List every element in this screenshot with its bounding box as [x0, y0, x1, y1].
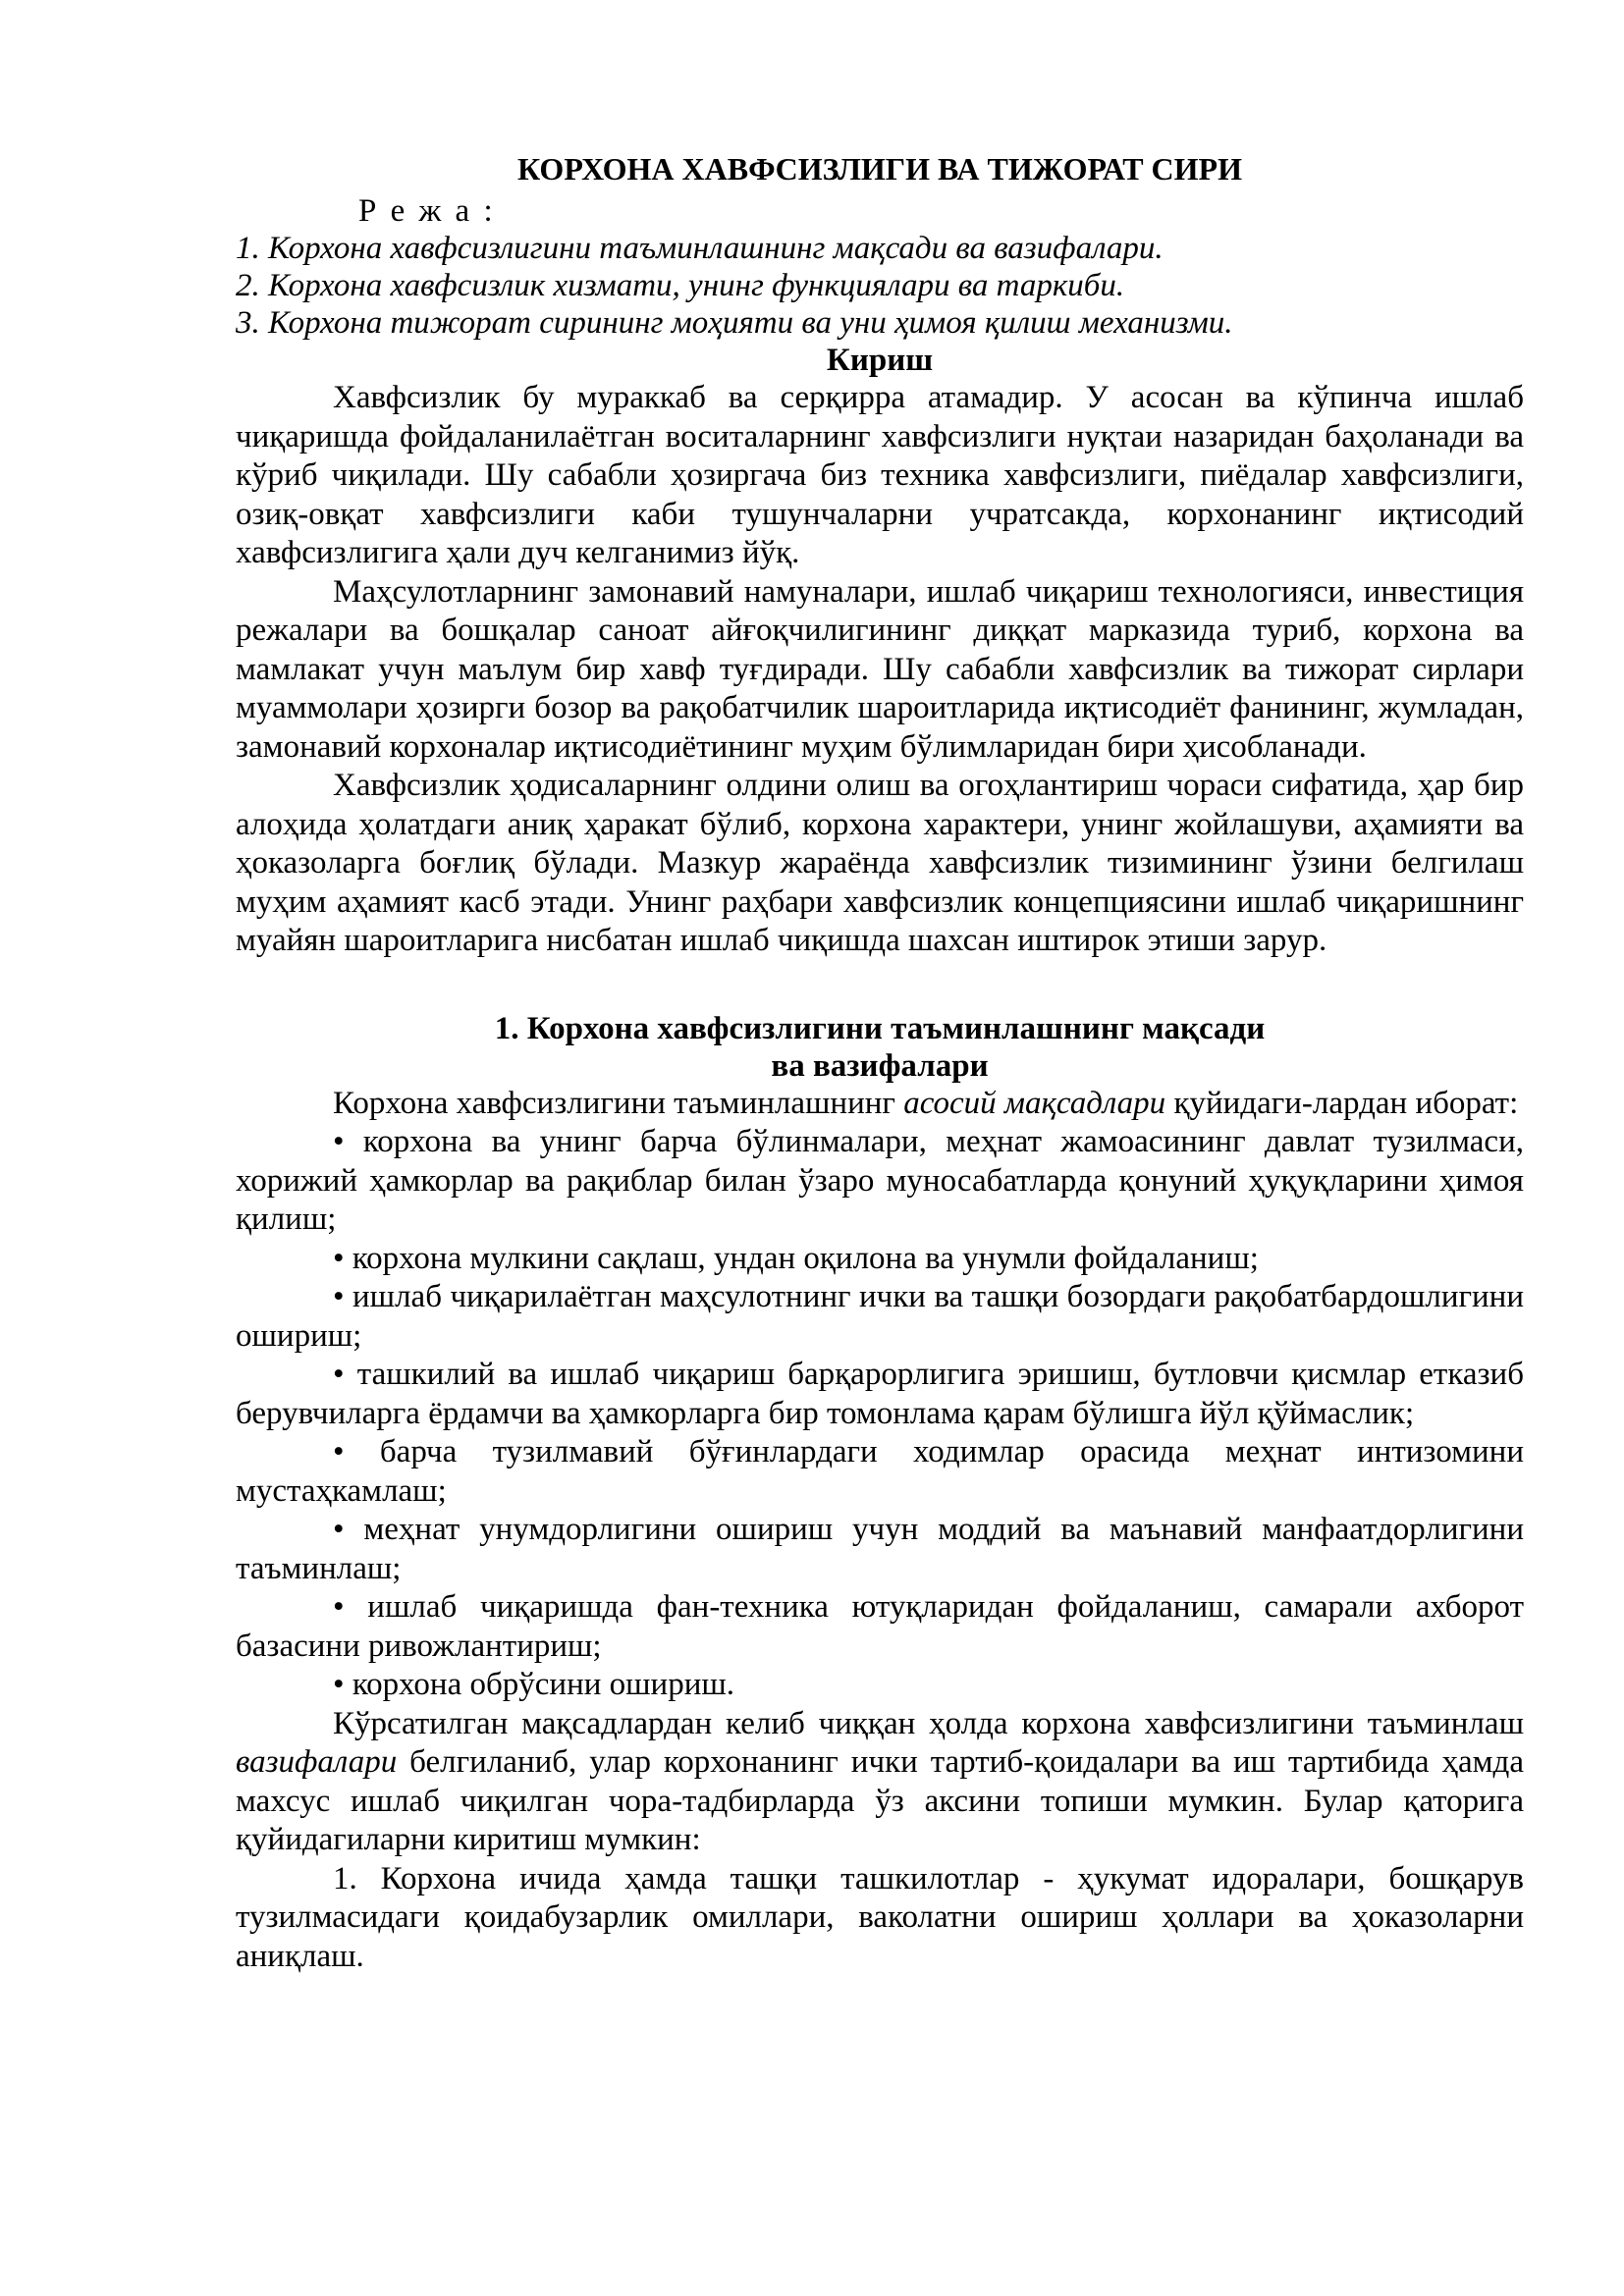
- bullet-icon: •: [333, 1589, 345, 1625]
- bullet-text: корхона ва унинг барча бўлинмалари, меҳнат жамоасининг давлат тузилмаси, хорижий ҳамкорлар ва рақиблар билан ўзаро муносабатларда қонуний ҳуқуқларини ҳимоя қилиш;: [236, 1124, 1524, 1237]
- plan-label: Р е ж а :: [358, 193, 496, 229]
- goals-intro-emphasis: асосий мақсадлари: [903, 1085, 1166, 1121]
- bullet-icon: •: [333, 1434, 345, 1469]
- document-title: КОРХОНА ХАВФСИЗЛИГИ ВА ТИЖОРАТ СИРИ: [517, 151, 1242, 187]
- goals-intro-text: Корхона хавфсизлигини таъминлашнинг: [333, 1085, 904, 1121]
- bullet-item: [236, 1240, 1524, 1279]
- plan-item: 2. Корхона хавфсизлик хизмати, унинг функциялари ва таркиби.: [236, 268, 1125, 303]
- intro-paragraph: Хавфсизлик ҳодисаларнинг олдини олиш ва огоҳлантириш чораси сифатида, ҳар бир алоҳида ҳолатдаги аниқ ҳаракат бўлиб, корхона характери, унинг жойлашуви, аҳамияти ва ҳоказоларга боғлиқ бўлади. Мазкур жараёнда хавфсизлик тизимининг ўзини белгилаш муҳим аҳамият касб этади. Унинг раҳбари хавфсизлик концепциясини ишлаб чиқаришнинг муайян шароитларига нисбатан ишлаб чиқишда шахсан иштирок этиши зарур.: [236, 768, 1524, 958]
- bullet-icon: •: [333, 1124, 345, 1159]
- bullet-item: [236, 1278, 1524, 1356]
- goals-intro-paragraph: [236, 1085, 1524, 1124]
- bullet-item: [236, 1356, 1524, 1433]
- bullet-icon: •: [333, 1240, 345, 1276]
- bullet-text: ишлаб чиқарилаётган маҳсулотнинг ички ва ташқи бозордаги рақобатбардошлигини ошириш;: [236, 1279, 1524, 1354]
- bullet-item: [236, 1666, 1524, 1705]
- bullet-icon: •: [333, 1279, 345, 1314]
- bullet-icon: •: [333, 1512, 345, 1547]
- document-page: [236, 149, 1524, 1976]
- bullet-item: [236, 1123, 1524, 1240]
- intro-paragraph: Хавфсизлик бу мураккаб ва серқирра атамадир. У асосан ва кўпинча ишлаб чиқаришда фойдаланилаётган воситаларнинг хавфсизлиги нуқтаи назаридан баҳоланади ва кўриб чиқилади. Шу сабабли ҳозиргача биз техника хавфсизлиги, пиёдалар хавфсизлиги, озиқ-овқат хавфсизлиги каби тушунчаларни учратсакда, корхонанинг иқтисодий хавфсизлигига ҳали дуч келганимиз йўқ.: [236, 380, 1524, 570]
- bullet-item: [236, 1511, 1524, 1588]
- intro-paragraph: Маҳсулотларнинг замонавий намуналари, ишлаб чиқариш технологияси, инвестиция режалари ва бошқалар саноат айғоқчилигининг диққат марказида туриб, корхона ва мамлакат учун маълум бир хавф туғдиради. Шу сабабли хавфсизлик ва тижорат сирлари муаммолари ҳозирги бозор ва рақобатчилик шароитларида иқтисодиёт фанининг, жумладан, замонавий корхоналар иқтисодиётининг муҳим бўлимларидан бири ҳисобланади.: [236, 573, 1524, 765]
- section-heading-line: ва вазифалари: [771, 1047, 989, 1084]
- bullet-text: ташкилий ва ишлаб чиқариш барқарорлигига эришиш, бутловчи қисмлар етказиб берувчиларга ёрдамчи ва ҳамкорларга бир томонлама қарам бўлишга йўл қўймаслик;: [236, 1357, 1524, 1431]
- bullet-icon: •: [333, 1357, 345, 1392]
- spacer: [236, 961, 1524, 1006]
- tasks-text: белгиланиб, улар корхонанинг ички тартиб-қоидалари ва иш тартибида ҳамда махсус ишлаб чиқилган чора-тадбирларда ўз аксини топиши мумкин. Булар қаторига қуйидагиларни киритиш мумкин:: [236, 1744, 1524, 1857]
- bullet-text: ишлаб чиқаришда фан-техника ютуқларидан фойдаланиш, самарали ахборот базасини ривожлантириш;: [236, 1589, 1524, 1664]
- intro-heading: Кириш: [826, 343, 934, 378]
- tasks-emphasis: вазифалари: [236, 1744, 398, 1780]
- plan-item: 1. Корхона хавфсизлигини таъминлашнинг мақсади ва вазифалари.: [236, 231, 1164, 266]
- bullet-text: барча тузилмавий бўғинлардаги ходимлар орасида меҳнат интизомини мустаҳкамлаш;: [236, 1434, 1525, 1509]
- plan-item: 3. Корхона тижорат сирининг моҳияти ва уни ҳимоя қилиш механизми.: [236, 305, 1233, 341]
- numbered-item: 1. Корхона ичида ҳамда ташқи ташкилотлар - ҳукумат идоралари, бошқарув тузилмасидаги қоидабузарлик омиллари, ваколатни ошириш ҳоллари ва ҳоказоларни аниқлаш.: [236, 1860, 1524, 1974]
- section-heading: [236, 1010, 1524, 1085]
- goals-intro-text: қуйидаги-лардан иборат:: [1165, 1085, 1519, 1121]
- bullet-text: корхона мулкини сақлаш, ундан оқилона ва унумли фойдаланиш;: [352, 1240, 1259, 1276]
- bullet-text: меҳнат унумдорлигини ошириш учун моддий ва маънавий манфаатдорлигини таъминлаш;: [236, 1512, 1525, 1586]
- tasks-text: Кўрсатилган мақсадлардан келиб чиққан ҳолда корхона хавфсизлигини таъминлаш: [333, 1705, 1524, 1741]
- bullet-text: корхона обрўсини ошириш.: [352, 1667, 735, 1702]
- section-heading-line: 1. Корхона хавфсизлигини таъминлашнинг мақсади: [494, 1010, 1266, 1046]
- bullet-item: [236, 1433, 1524, 1511]
- tasks-paragraph: [236, 1705, 1524, 1860]
- bullet-icon: •: [333, 1667, 345, 1702]
- bullet-item: [236, 1588, 1524, 1666]
